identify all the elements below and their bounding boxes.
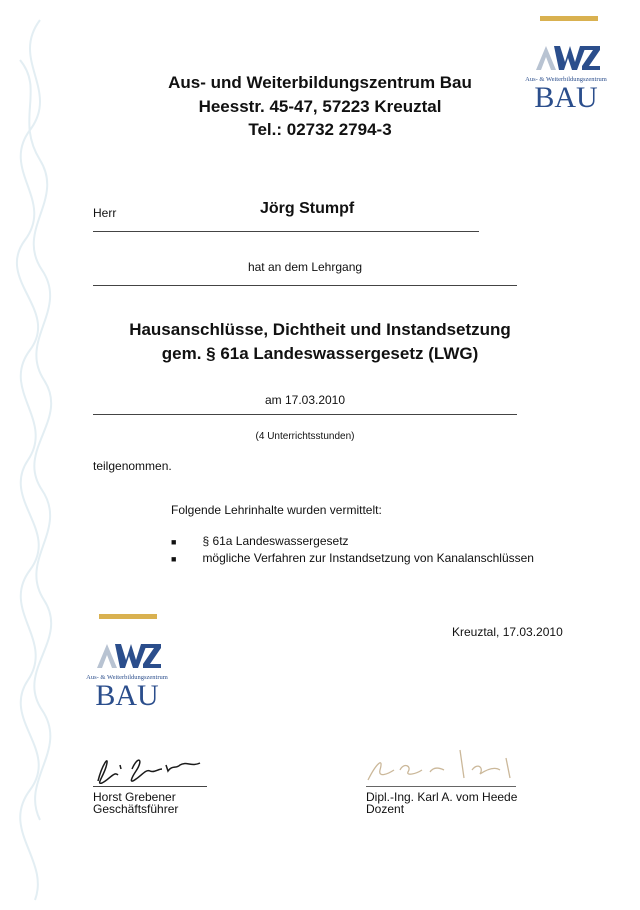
- place-date: Kreuztal, 17.03.2010: [452, 625, 563, 639]
- date-underline: [93, 414, 517, 415]
- bullet-icon: ■: [171, 554, 177, 564]
- list-item: ■ § 61a Landeswassergesetz: [171, 534, 349, 548]
- logo-word: BAU: [534, 81, 598, 114]
- signature-line-left: [93, 786, 207, 787]
- signature-line-right: [366, 786, 516, 787]
- bullet-icon: ■: [171, 537, 177, 547]
- signer-right-name: Dipl.-Ing. Karl A. vom Heede: [366, 790, 518, 804]
- salutation: Herr: [93, 206, 117, 220]
- awz-logo-mark-icon: [85, 640, 169, 670]
- intro-underline: [93, 285, 517, 286]
- header-line-3: Tel.: 02732 2794-3: [248, 120, 392, 139]
- logo-subtitle: Aus- & Weiterbildungszentrum: [525, 76, 607, 83]
- awz-logo-mark-icon: [524, 42, 608, 72]
- signer-right-role: Dozent: [366, 802, 405, 816]
- watermark-decoration: [0, 0, 70, 910]
- header-line-2: Heesstr. 45-47, 57223 Kreuztal: [198, 97, 442, 116]
- signature-right-icon: [360, 740, 520, 788]
- participated-text: teilgenommen.: [93, 459, 172, 473]
- recipient-name: Jörg Stumpf: [260, 200, 355, 217]
- header-line-1: Aus- und Weiterbildungszentrum Bau: [168, 73, 472, 92]
- name-underline: [93, 231, 479, 232]
- awz-bau-logo-bottom: [85, 640, 169, 711]
- contents-list: [171, 533, 534, 567]
- course-date: am 17.03.2010: [264, 393, 346, 407]
- gold-bar-top: [540, 16, 598, 21]
- list-item: ■ mögliche Verfahren zur Instandsetzung von Kanalanschlüssen: [171, 551, 534, 565]
- logo-word: BAU: [95, 679, 159, 712]
- course-title-line-2: gem. § 61a Landeswassergesetz (LWG): [161, 344, 479, 363]
- course-hours: (4 Unterrichtsstunden): [255, 431, 355, 442]
- course-intro: hat an dem Lehrgang: [247, 260, 363, 274]
- signer-left-role: Geschäftsführer: [93, 802, 179, 816]
- signer-left-name: Horst Grebener: [93, 790, 176, 804]
- gold-bar-bottom: [99, 614, 157, 619]
- course-title-line-1: Hausanschlüsse, Dichtheit und Instandsetzung: [129, 320, 511, 339]
- logo-subtitle: Aus- & Weiterbildungszentrum: [86, 674, 168, 681]
- signature-left-icon: [88, 745, 208, 790]
- contents-heading: Folgende Lehrinhalte wurden vermittelt:: [171, 503, 382, 517]
